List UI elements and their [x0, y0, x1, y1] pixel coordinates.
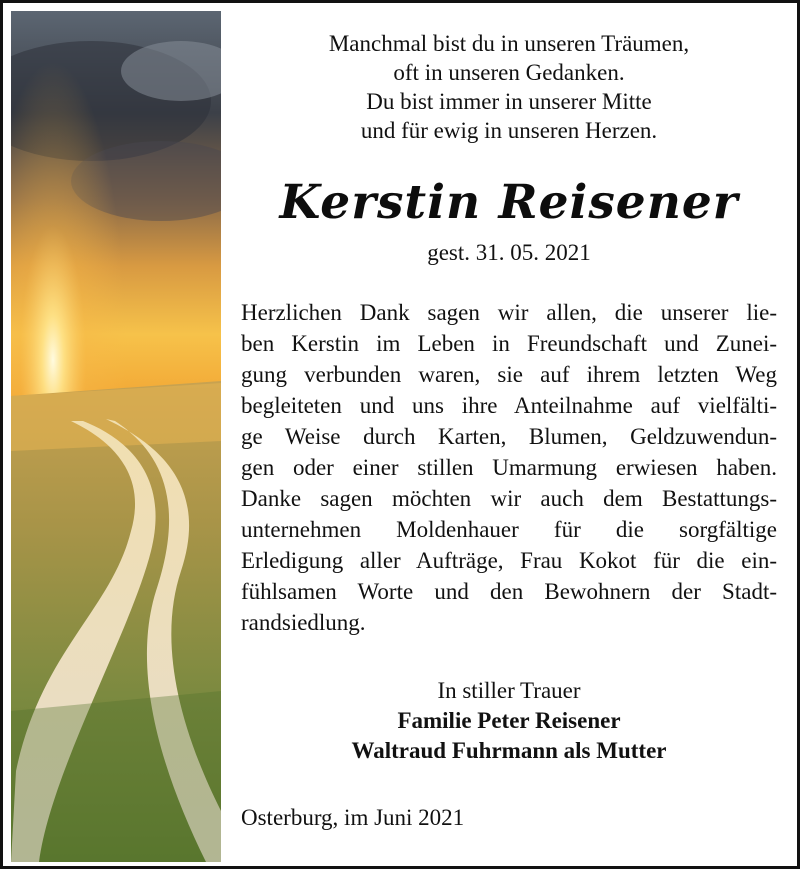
family-signature: Familie Peter Reisener [397, 708, 621, 733]
message-line: begleiteten und uns ihre Anteilnahme auf vielfälti- [241, 393, 777, 418]
message-line: Herzlichen Dank sagen wir allen, die unserer lie- [241, 300, 777, 325]
message-line: unternehmen Moldenhauer für die sorgfältige [241, 517, 777, 542]
signature-block [241, 676, 777, 766]
poem-line: oft in unseren Gedanken. [393, 60, 625, 85]
mourning-intro: In stiller Trauer [437, 678, 581, 703]
message-line: fühlsamen Worte und den Bewohnern der Stadt- [241, 579, 777, 604]
place-and-date: Osterburg, im Juni 2021 [241, 805, 465, 830]
message-line: gen oder einer stillen Umarmung erwiesen haben. [241, 455, 777, 480]
message-line: Danke sagen möchten wir auch dem Bestattungs- [241, 486, 777, 511]
death-date: gest. 31. 05. 2021 [427, 240, 591, 265]
poem-line: Manchmal bist du in unseren Träumen, [328, 31, 690, 56]
poem-line: und für ewig in unseren Herzen. [360, 118, 658, 143]
thank-you-message [241, 297, 777, 638]
deceased-name: Kerstin Reisener [279, 175, 739, 230]
memorial-poem [241, 29, 777, 145]
obituary-content [241, 29, 777, 832]
message-line: ben Kerstin im Leben in Freundschaft und Zunei- [241, 331, 777, 356]
poem-line: Du bist immer in unserer Mitte [366, 89, 652, 114]
message-line: randsiedlung. [241, 610, 366, 635]
message-line: Erledigung aller Aufträge, Frau Kokot für die ein- [241, 548, 777, 573]
message-line: ge Weise durch Karten, Blumen, Geldzuwendun- [241, 424, 777, 449]
message-line: gung verbunden waren, sie auf ihrem letzten Weg [241, 362, 777, 387]
mother-signature: Waltraud Fuhrmann als Mutter [351, 738, 667, 763]
sunset-path-photo [11, 11, 221, 862]
